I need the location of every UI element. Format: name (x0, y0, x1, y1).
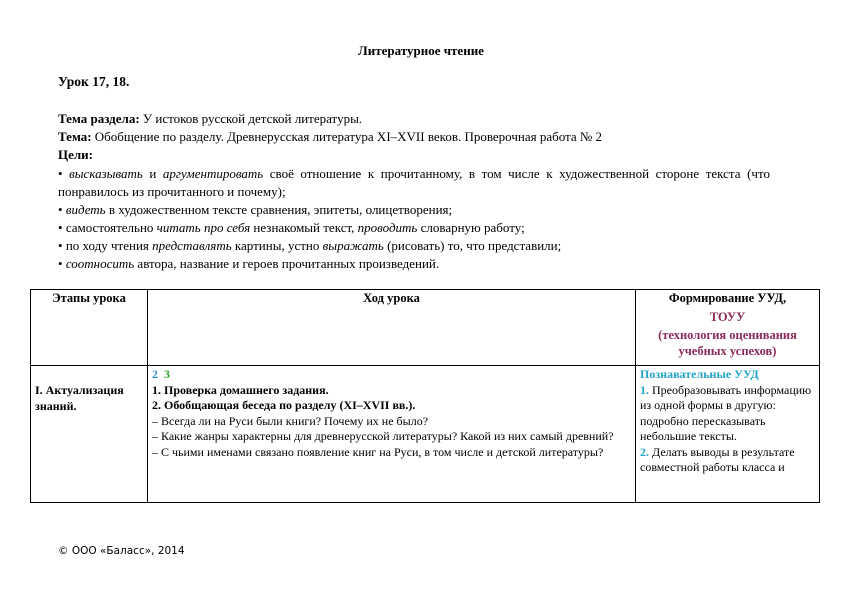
question: – Всегда ли на Руси были книги? Почему их не было? (152, 413, 429, 428)
slide-number: 2 (152, 367, 158, 381)
uud-content (640, 367, 815, 501)
course-content (152, 367, 631, 501)
copyright-footer: © ООО «Баласс», 2014 (58, 545, 185, 557)
table-header-row (31, 290, 820, 366)
table-row (31, 366, 820, 503)
header-touu: ТОУУ (709, 309, 746, 324)
topic-section-label: Тема раздела: (58, 111, 140, 126)
uud-item: 1. Преобразовывать информацию из одной формы в другую: подробно пересказывать небольшие тексты. (640, 382, 812, 443)
topic-text: Обобщение по разделу. Древнерусская литература XI–XVII веков. Проверочная работа № 2 (91, 129, 603, 144)
uud-label: Познавательные УУД (640, 367, 759, 381)
topic-section-text: У истоков русской детской литературы. (139, 111, 363, 126)
slide-number: 3 (164, 367, 170, 381)
goal-item: • высказывать и аргументировать своё отношение к прочитанному, в том числе к художественной стороне текста (что понравилось из прочитанного и почему); (58, 166, 770, 199)
header-touu-desc: (технология оценивания учебных успехов) (658, 328, 797, 358)
stage-name: I. Актуализация знаний. (35, 383, 124, 413)
course-cell (148, 366, 636, 503)
lesson-number: Урок 17, 18. (58, 74, 130, 89)
uud-item: 2. Делать выводы в результате совместной работы класса и (640, 444, 795, 474)
course-item-2: 2. Обобщающая беседа по разделу (XI–XVII вв.). (152, 398, 416, 412)
goals-label: Цели: (58, 147, 93, 162)
header-uud-title: Формирование УУД, (668, 291, 787, 305)
header-course: Ход урока (148, 290, 636, 366)
goals-list (58, 165, 770, 273)
goal-item: • по ходу чтения представлять картины, устно выражать (рисовать) то, что представили; (58, 238, 562, 253)
goal-item: • видеть в художественном тексте сравнения, эпитеты, олицетворения; (58, 202, 453, 217)
page-title: Литературное чтение (358, 43, 484, 58)
uud-cell (636, 366, 820, 503)
topic-label: Тема: (58, 129, 92, 144)
topic-section (58, 110, 362, 128)
stage-cell (31, 366, 148, 503)
header-uud (636, 290, 820, 366)
lesson-table (30, 289, 820, 503)
header-stages: Этапы урока (31, 290, 148, 366)
topic (58, 128, 602, 146)
question: – С чьими именами связано появление книг на Руси, в том числе и детской литературы? (152, 444, 604, 459)
goal-item: • самостоятельно читать про себя незнакомый текст, проводить словарную работу; (58, 220, 525, 235)
question: – Какие жанры характерны для древнерусской литературы? Какой из них самый древний? (152, 429, 614, 443)
slide-numbers (152, 367, 631, 383)
goal-item: • соотносить автора, название и героев прочитанных произведений. (58, 256, 440, 271)
course-item-1: 1. Проверка домашнего задания. (152, 382, 329, 397)
